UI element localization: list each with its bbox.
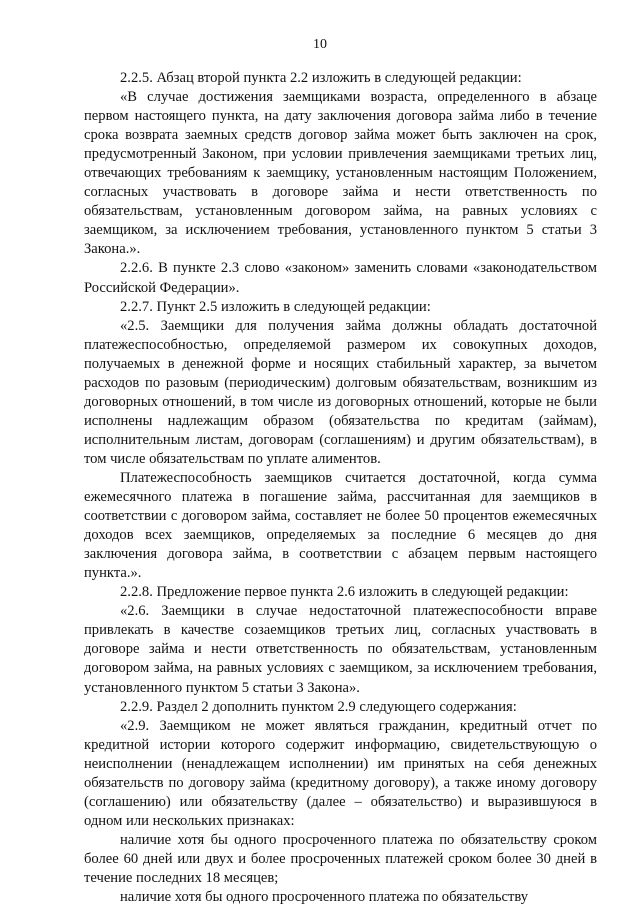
paragraph-2-2-9: 2.2.9. Раздел 2 дополнить пунктом 2.9 следующего содержания:	[120, 698, 517, 715]
paragraph-2-2-8: 2.2.8. Предложение первое пункта 2.6 изложить в следующей редакции:	[120, 584, 569, 601]
document-body	[84, 69, 597, 907]
paragraph-2-2-6: 2.2.6. В пункте 2.3 слово «законом» заменить словами «законодательством Российской Федерации».	[84, 260, 597, 296]
paragraph-2-2-5-quote: «В случае достижения заемщиками возраста, определенного в абзаце первом настоящего пункта, на дату заключения договора займа либо в течение срока возврата заемных средств договор займа может быть заключен на срок, предусмотренный Законом, при условии привлечения заемщиками третьих лиц, отвечающих требованиям к заемщику, установленным настоящим Положением, согласных участвовать в договоре займа и нести ответственность по обязательствам, установленным договором займа, на равных условиях с заемщиком, за исключением требования, установленного пунктом 5 статьи 3 Закона.».	[84, 89, 597, 258]
paragraph-2-9-quote: «2.9. Заемщиком не может являться гражданин, кредитный отчет по кредитной истории которого содержит информацию, свидетельствующую о неисполнении (ненадлежащем исполнении) им принятых на себя денежных обязательств по договору займа (кредитному договору), а также иному договору (соглашению) или обязательству (далее – обязательство) и выразившуюся в одном или нескольких признаках:	[84, 717, 597, 829]
paragraph-2-5-quote: «2.5. Заемщики для получения займа должны обладать достаточной платежеспособностью, определяемой размером их совокупных доходов, получаемых в денежной форме и носящих стабильный характер, за вычетом расходов по разовым (периодическим) долговым обязательствам, возникшим из договорных отношений, в том числе из договорных отношений, которые не были исполнены надлежащим образом (обязательства по кредитам (займам), исполнительным листам, договорам (соглашениям) и другим обязательствам), в том числе обязательствам по уплате алиментов.	[84, 317, 597, 467]
paragraph-2-2-7: 2.2.7. Пункт 2.5 изложить в следующей редакции:	[120, 298, 431, 315]
page-number: 10	[313, 37, 327, 52]
paragraph-sign-2: наличие хотя бы одного просроченного платежа по обязательству	[120, 889, 529, 906]
paragraph-2-2-5: 2.2.5. Абзац второй пункта 2.2 изложить в следующей редакции:	[120, 70, 522, 86]
paragraph-2-6-quote: «2.6. Заемщики в случае недостаточной платежеспособности вправе привлекать в качестве созаемщиков третьих лиц, согласных участвовать в договоре займа и нести ответственность по обязательствам, установленным договором займа, на равных условиях с заемщиком, за исключением требования, установленного пунктом 5 статьи 3 Закона».	[84, 603, 597, 696]
paragraph-solvency: Платежеспособность заемщиков считается достаточной, когда сумма ежемесячного платежа в погашение займа, рассчитанная для заемщиков в соответствии с договором займа, составляет не более 50 процентов ежемесячных доходов всех заемщиков, определяемых за последние 6 месяцев до дня заключения договора займа, в соответствии с абзацем первым настоящего пункта.».	[84, 469, 597, 582]
paragraph-sign-1: наличие хотя бы одного просроченного платежа по обязательству сроком более 60 дней или двух и более просроченных платежей сроком более 30 дней в течение последних 18 месяцев;	[84, 831, 597, 886]
